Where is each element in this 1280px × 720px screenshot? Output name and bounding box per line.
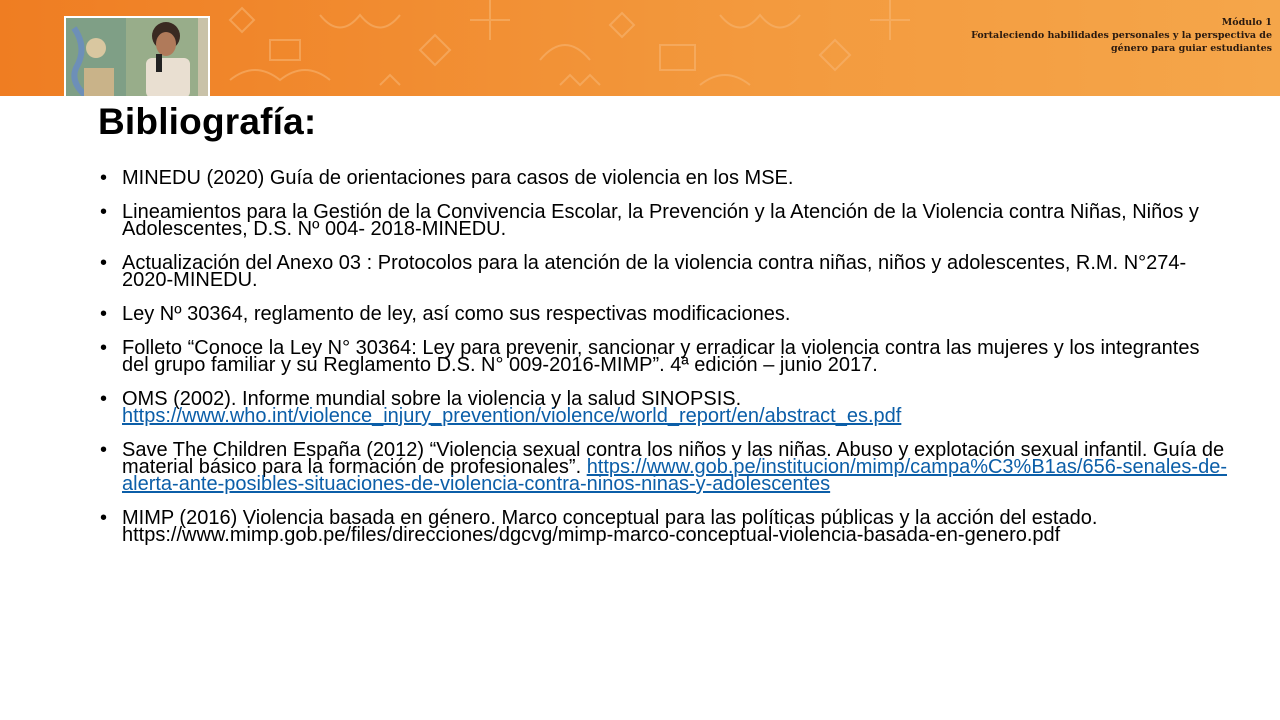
bib-item-1 (98, 167, 1228, 189)
bib-item-8 (98, 507, 1228, 546)
bib-text: OMS (2002). Informe mundial sobre la violencia y la salud SINOPSIS. (122, 388, 742, 410)
module-label: Módulo 1 (1221, 17, 1272, 28)
bib-item-2 (98, 201, 1228, 240)
bib-text: Actualización del Anexo 03 : Protocolos para la atención de la violencia contra niñas, niños y adolescentes, R.M. N°274-2020-MINEDU. (122, 252, 1187, 291)
bib-item-6 (98, 388, 1228, 427)
who-report-link[interactable]: https://www.who.int/violence_injury_prevention/violence/world_report/en/abstract_es.pdf (122, 405, 902, 427)
speaker-photo (64, 16, 210, 96)
bib-item-7 (98, 439, 1228, 495)
bib-item-3 (98, 252, 1228, 291)
module-info (932, 16, 1272, 55)
module-title-line2: género para guiar estudiantes (1111, 43, 1272, 54)
bib-text: MINEDU (2020) Guía de orientaciones para casos de violencia en los MSE. (122, 167, 794, 189)
page-title: Bibliografía: (98, 101, 317, 142)
bib-item-5 (98, 337, 1228, 376)
header-banner (0, 0, 1280, 96)
bib-text: Ley Nº 30364, reglamento de ley, así como sus respectivas modificaciones. (122, 303, 791, 325)
bib-text: MIMP (2016) Violencia basada en género. Marco conceptual para las políticas públicas y la acción del estado. https://www.mimp.gob.pe/files/direcciones/dgcvg/mimp-marco-conceptual-violencia-basada-en-genero.pdf (122, 507, 1098, 546)
mimp-campaign-link[interactable]: https://www.gob.pe/institucion/mimp/campa%C3%B1as/656-senales-de-alerta-ante-posibles-situaciones-de-violencia-contra-ninos-ninas-y-adolescentes (122, 456, 1227, 495)
bib-text: Lineamientos para la Gestión de la Convivencia Escolar, la Prevención y la Atención de la Violencia contra Niñas, Niños y Adolescentes, D.S. Nº 004- 2018-MINEDU. (122, 201, 1199, 240)
bibliography-list (98, 167, 1228, 561)
bib-text: Folleto “Conoce la Ley N° 30364: Ley para prevenir, sancionar y erradicar la violencia contra las mujeres y los integrantes del grupo familiar y su Reglamento D.S. N° 009-2016-MIMP”. 4ª edición – junio 2017. (122, 337, 1200, 376)
module-title-line1: Fortaleciendo habilidades personales y la perspectiva de (971, 30, 1272, 41)
bib-item-4 (98, 303, 1228, 325)
bib-text: Save The Children España (2012) “Violencia sexual contra los niños y las niñas. Abuso y explotación sexual infantil. Guía de material básico para la formación de profesionales”. (122, 439, 1225, 478)
